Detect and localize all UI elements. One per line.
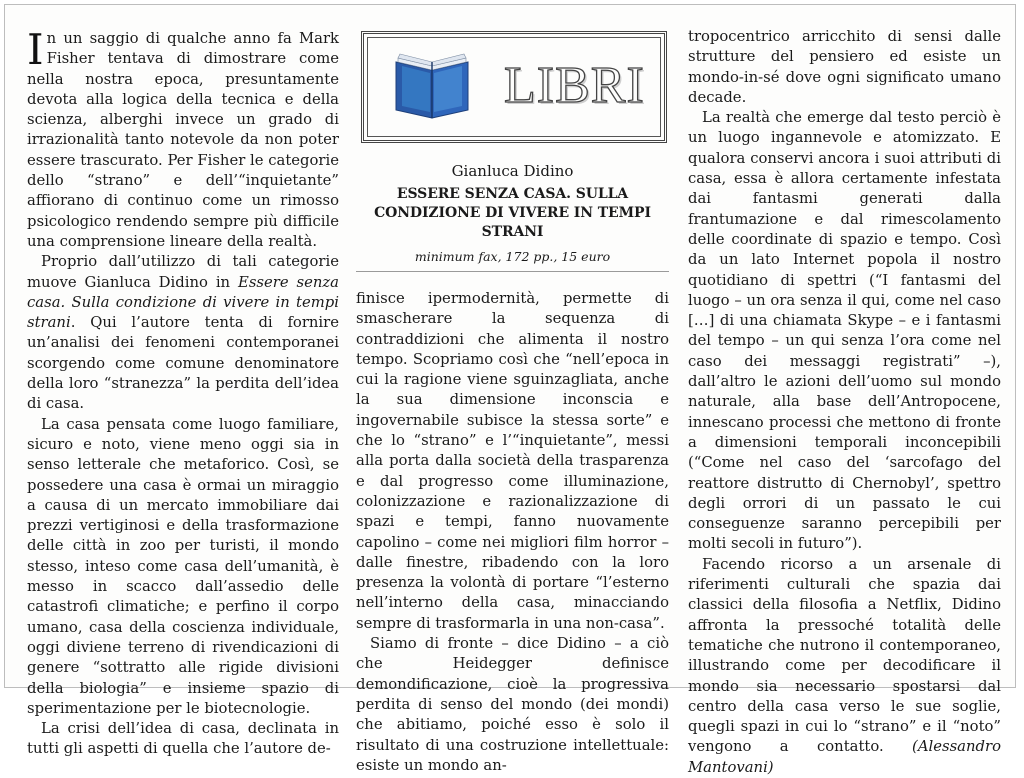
book-publisher-info: minimum fax, 172 pp., 15 euro xyxy=(414,249,611,264)
divider-rule xyxy=(356,271,669,272)
book-title xyxy=(356,185,669,242)
paragraph-6: La realtà che emerge dal testo perciò è un luogo ingannevole e atomizzato. E qualora conservi ancora i suoi attributi di casa, essa è allora certamente infestata dai fantasmi generati dalla frantumazione e dal rimescolamento delle coordinate di spazio e tempo. Così da un lato Internet popola il nostro quotidiano di spettri (“I fantasmi del luogo – un ora senza il qui, come nel caso […] di una chiamata Skype – e i fantasmi del tempo – un qui senza l’ora come nel caso dei messaggi registrati” –), dall’altro le azioni dell’uomo sul mondo naturale, alla base dell’Antropocene, innescano processi che mettono di fronte a dimensioni temporali inconcepibili (“Come nel caso del ‘sarcofago del reattore distrutto di Chernobyl’, spettro degli orrori di un passato le cui conseguenze saranno percepibili per molti secoli in futuro”). xyxy=(688,109,1001,553)
paragraph-text: Proprio dall’utilizzo di tali categorie muove Gianluca Didino in xyxy=(27,253,339,291)
paragraph-3: La casa pensata come luogo familiare, sicuro e noto, viene meno oggi sia in senso letterale che metaforico. Così, se possedere una casa è ormai un miraggio a causa di un mercato immobiliare dai prezzi vertiginosi e della trasformazione delle città in zoo per turisti, il mondo stesso, inteso come casa dell’umanità, è messo in scacco dall’assedio delle catastrofi climatiche; e perfino il corpo umano, casa della coscienza individuale, oggi diviene terreno di rivendicazioni di genere “sottratto alle rigide divisioni della biologia” e insieme spazio di sperimentazione per le biotecnologie. xyxy=(27,415,339,717)
paragraph-text: Facendo ricorso a un arsenale di riferimenti culturali che spazia dai classici della filosofia a Netflix, Didino affronta la pressoché totalità delle tematiche che nutrono il contemporaneo, illustrando come per decodificare il mondo sia necessario spostarsi dal centro della casa verso le sue soglie, quegli spazi in cui lo “strano” e il “noto” vengono a contatto. xyxy=(688,555,1001,756)
paragraph-5: Siamo di fronte – dice Didino – a ciò che Heidegger definisce demondificazione, cioè la progressiva perdita di senso del mondo (dei mondi) che abitiamo, poiché esso è solo il risultato di una costruzione intellettuale: esiste un mondo an- xyxy=(356,635,669,774)
book-title-line-1: ESSERE SENZA CASA. SULLA xyxy=(396,186,629,202)
book-title-line-2: CONDIZIONE DI VIVERE IN TEMPI STRANI xyxy=(374,205,651,240)
paragraph-continued: tropocentrico arricchito di sensi dalle strutture del pensiero ed esiste un mondo-in-sé dove ogni significato umano decade. xyxy=(688,28,1001,106)
article-column-3 xyxy=(688,27,1001,778)
section-title: LIBRI xyxy=(504,57,645,114)
paragraph-text: . Qui l’autore tenta di fornire un’analisi dei fenomeni contemporanei scorgendo come comune denominatore della loro “stranezza” la perdita dell’idea di casa. xyxy=(27,314,339,413)
review-page xyxy=(4,4,1016,776)
paragraph-7 xyxy=(688,555,1001,778)
paragraph-text: n un saggio di qualche anno fa Mark Fisher tentava di dimostrare come nella nostra epoca, presuntamente devota alla logica della tecnica e della scienza, alberghi invece un grado di irrazionalità tanto notevole da non poter essere trascurato. Per Fisher le categorie dello “strano” e dell’“inquietante” affiorano di continuo come un rimosso psicologico rendendo sempre più difficile una comprensione lineare della realtà. xyxy=(27,30,339,250)
paragraph-1 xyxy=(27,25,339,252)
book-info xyxy=(356,155,669,264)
open-book-icon xyxy=(392,52,472,124)
paragraph-4: La crisi dell’idea di casa, declinata in tutti gli aspetti di quella che l’autore de- xyxy=(27,720,339,758)
article-column-2 xyxy=(356,289,669,776)
book-title-italic: Essere senza casa. Sulla condizione di vivere in tempi strani xyxy=(27,273,339,332)
review-author-signature: (Alessandro Mantovani) xyxy=(688,738,1001,776)
paragraph-2 xyxy=(27,252,339,414)
paragraph-continued: finisce ipermodernità, permette di smascherare la sequenza di contraddizioni che alimenta il nostro tempo. Scopriamo così che “nell’epoca in cui la ragione viene sguinzagliata, anche la sua dimensione inconscia e ingovernabile subisce la stessa sorte” e che lo “strano” e l’“inquietante”, messi alla porta dalla società della trasparenza e dal progresso come illuminazione, colonizzazione e razionalizzazione di spazi e tempi, fanno nuovamente capolino – come nei migliori film horror – dalle finestre, ribadendo con la loro presenza la volontà di portare “l’esterno nell’interno della casa, minacciando sempre di trasformarla in una non-casa”. xyxy=(356,290,669,632)
book-author: Gianluca Didino xyxy=(451,162,574,180)
drop-cap: I xyxy=(27,25,44,74)
article-column-1 xyxy=(27,25,339,760)
section-header-box xyxy=(361,31,667,143)
